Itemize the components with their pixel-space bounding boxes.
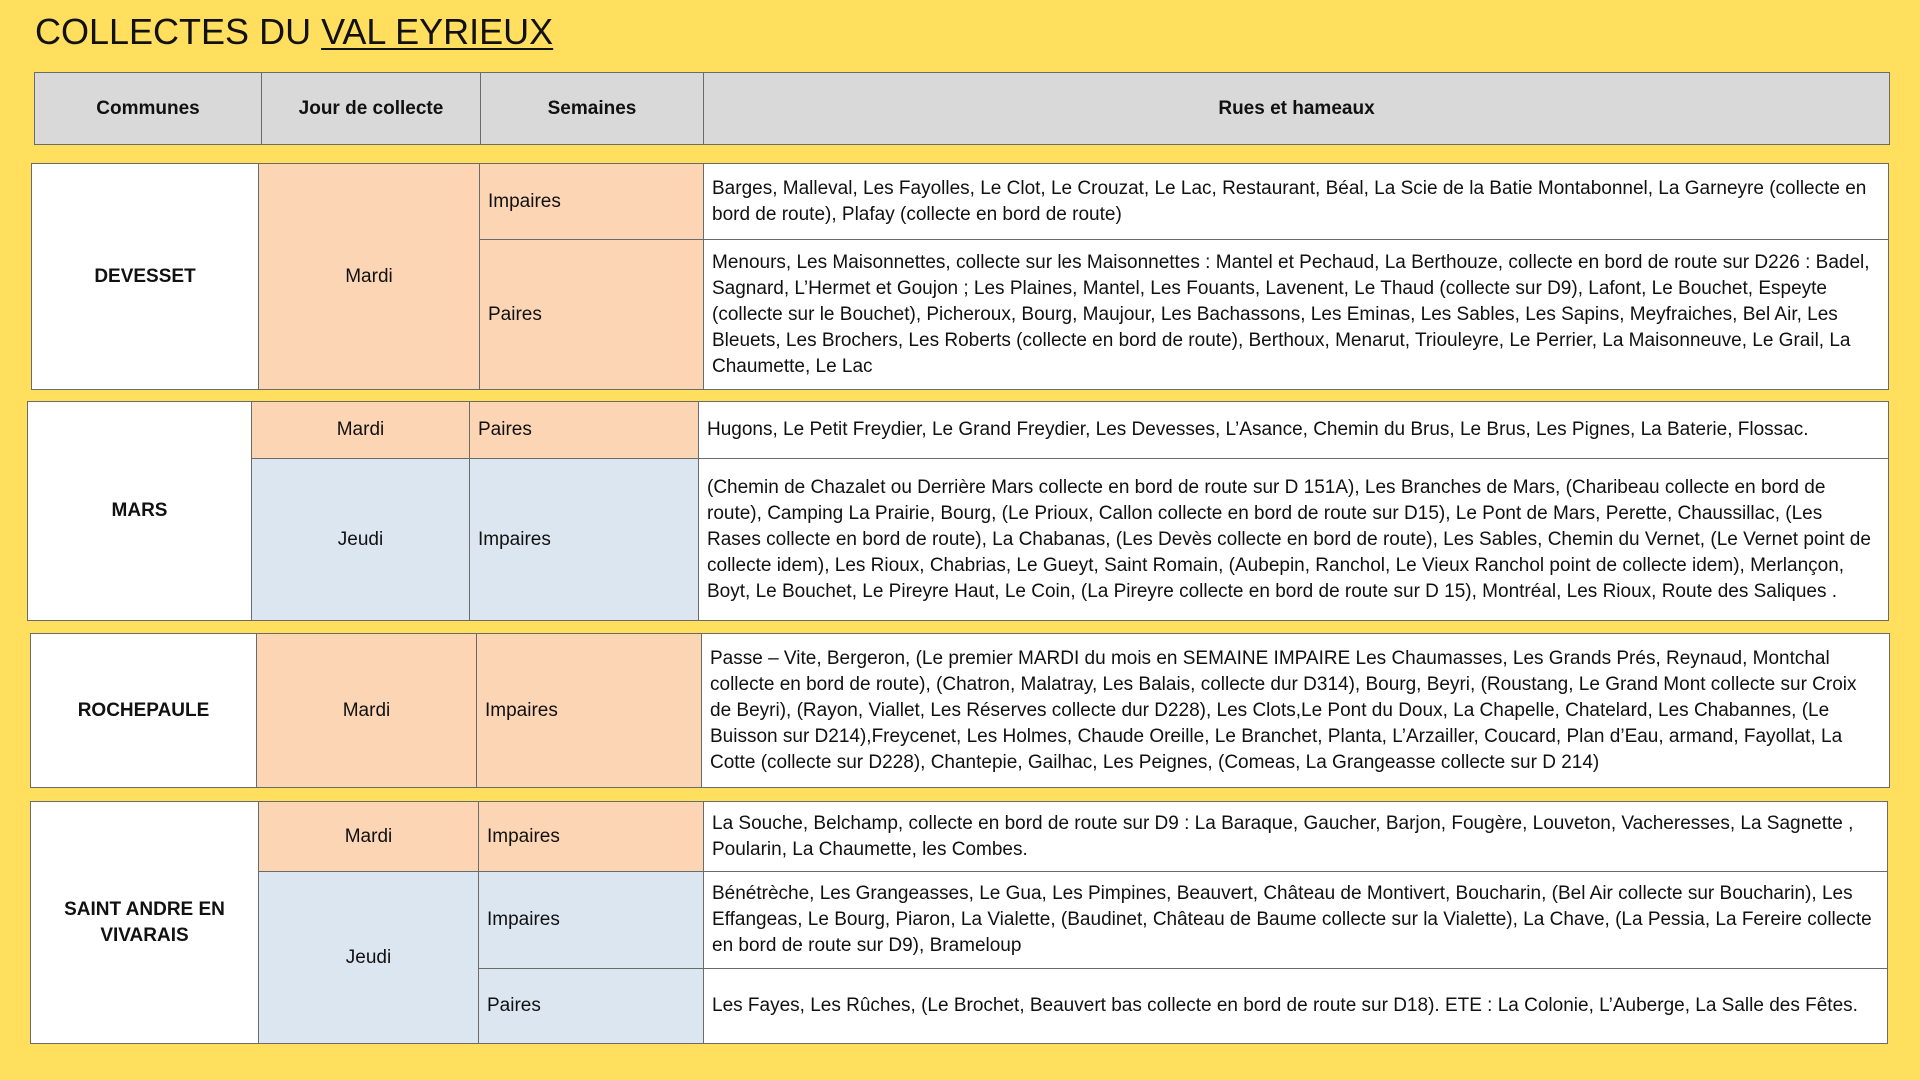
jour-saint-andre-jeudi: Jeudi	[259, 872, 479, 1043]
header-jour: Jour de collecte	[262, 73, 481, 144]
rues-saint-andre-jeudi-paires: Les Fayes, Les Rûches, (Le Brochet, Beauvert bas collecte en bord de route sur D18). ETE : La Colonie, L’Auberge, La Salle des Fêtes.	[704, 969, 1887, 1043]
title-prefix: COLLECTES DU	[35, 11, 322, 52]
page-title	[35, 8, 553, 56]
header-semaines: Semaines	[481, 73, 704, 144]
rochepaule-table	[30, 633, 1890, 788]
saint-andre-table	[30, 801, 1888, 1044]
rues-mars-jeudi: (Chemin de Chazalet ou Derrière Mars collecte en bord de route sur D 151A), Les Branches de Mars, (Charibeau collecte en bord de route), Camping La Prairie, Bourg, (Le Prioux, Callon collecte en bord de route sur D15), Le Pont de Mars, Perette, Chaussillac, (Les Rases collecte en bord de route), La Chabanas, (Les Devès collecte en bord de route), Les Sables, Chemin du Vernet, (Le Vernet point de collecte idem), Les Rioux, Chabrias, Le Gueyt, Saint Romain, (Aubepin, Ranchol, Le Vieux Ranchol point de collecte idem), Merlançon, Boyt, Le Bouchet, Le Pireyre Haut, Le Coin, (La Pireyre collecte en bord de route sur D 15), Montréal, Les Rioux, Route des Saliques .	[699, 459, 1888, 620]
rues-devesset-impaires: Barges, Malleval, Les Fayolles, Le Clot, Le Crouzat, Le Lac, Restaurant, Béal, La Scie de la Batie Montabonnel, La Garneyre (collecte en bord de route), Plafay (collecte en bord de route)	[704, 164, 1888, 240]
rues-mars-mardi: Hugons, Le Petit Freydier, Le Grand Freydier, Les Devesses, L’Asance, Chemin du Brus, Le Brus, Les Pignes, La Baterie, Flossac.	[699, 402, 1888, 459]
jour-mars-mardi: Mardi	[252, 402, 470, 459]
header-communes: Communes	[35, 73, 262, 144]
semaines-mars-impaires: Impaires	[470, 459, 699, 620]
rues-rochepaule: Passe – Vite, Bergeron, (Le premier MARDI du mois en SEMAINE IMPAIRE Les Chaumasses, Les Grands Prés, Reynaud, Montchal collecte en bord de route), (Chatron, Malatray, Les Balais, collecte dur D314), Bourg, Beyri, (Roustang, Le Grand Mont collecte sur Croix de Beyri), (Rayon, Viallet, Les Réserves collecte dur D228), Les Clots,Le Pont du Doux, La Chapelle, Chatelard, Les Chabannes, (Le Buisson sur D214),Freycenet, Les Holmes, Chaude Oreille, Le Branchet, Planta, L’Arzailler, Coucard, Plan d’Eau, armand, Fayollat, La Cotte (collecte sur D228), Chantepie, Gailhac, Les Peignes, (Comeas, La Grangeasse collecte sur D 214)	[702, 634, 1889, 787]
jour-rochepaule: Mardi	[257, 634, 477, 787]
semaines-devesset-paires: Paires	[480, 240, 704, 389]
semaines-saint-andre-mardi: Impaires	[479, 802, 704, 872]
header-table	[34, 72, 1890, 145]
jour-mars-jeudi: Jeudi	[252, 459, 470, 620]
semaines-saint-andre-jeudi-paires: Paires	[479, 969, 704, 1043]
jour-devesset: Mardi	[259, 164, 480, 389]
rues-saint-andre-jeudi-impaires: Bénétrèche, Les Grangeasses, Le Gua, Les Pimpines, Beauvert, Château de Montivert, Boucharin, (Bel Air collecte sur Boucharin), Les Effangeas, Le Bourg, Piaron, La Vialette, (Baudinet, Château de Baume collecte sur la Vialette), La Chave, (La Pessia, La Fereire collecte en bord de route sur D9), Brameloup	[704, 872, 1887, 969]
jour-saint-andre-mardi: Mardi	[259, 802, 479, 872]
header-rues: Rues et hameaux	[1218, 97, 1375, 119]
commune-mars: MARS	[28, 402, 252, 620]
semaines-saint-andre-jeudi-impaires: Impaires	[479, 872, 704, 969]
title-underlined: VAL EYRIEUX	[321, 11, 554, 52]
commune-devesset: DEVESSET	[32, 164, 259, 389]
rues-devesset-paires: Menours, Les Maisonnettes, collecte sur les Maisonnettes : Mantel et Pechaud, La Berthouze, collecte en bord de route sur D226 : Badel, Sagnard, L’Hermet et Goujon ; Les Plaines, Mantel, Les Fouants, Lavenent, Le Thaud (collecte sur D9), Lafont, Le Bouchet, Espeyte (collecte sur le Bouchet), Picheroux, Bourg, Maujour, Les Bachassons, Les Eminas, Les Sables, Les Sapins, Meyfraiches, Bel Air, Les Bleuets, Les Brochers, Les Roberts (collecte en bord de route), Berthoux, Menarut, Triouleyre, Le Perrier, La Maisonneuve, Le Grail, La Chaumette, Le Lac	[704, 240, 1888, 389]
semaines-mars-paires: Paires	[470, 402, 699, 459]
semaines-devesset-impaires: Impaires	[480, 164, 704, 240]
rues-saint-andre-mardi: La Souche, Belchamp, collecte en bord de route sur D9 : La Baraque, Gaucher, Barjon, Fougère, Louveton, Vacheresses, La Sagnette , Poularin, La Chaumette, les Combes.	[704, 802, 1887, 872]
commune-rochepaule: ROCHEPAULE	[31, 634, 257, 787]
semaines-rochepaule: Impaires	[477, 634, 702, 787]
commune-saint-andre: SAINT ANDRE EN VIVARAIS	[31, 802, 259, 1043]
mars-table	[27, 401, 1889, 621]
devesset-table	[31, 163, 1889, 390]
